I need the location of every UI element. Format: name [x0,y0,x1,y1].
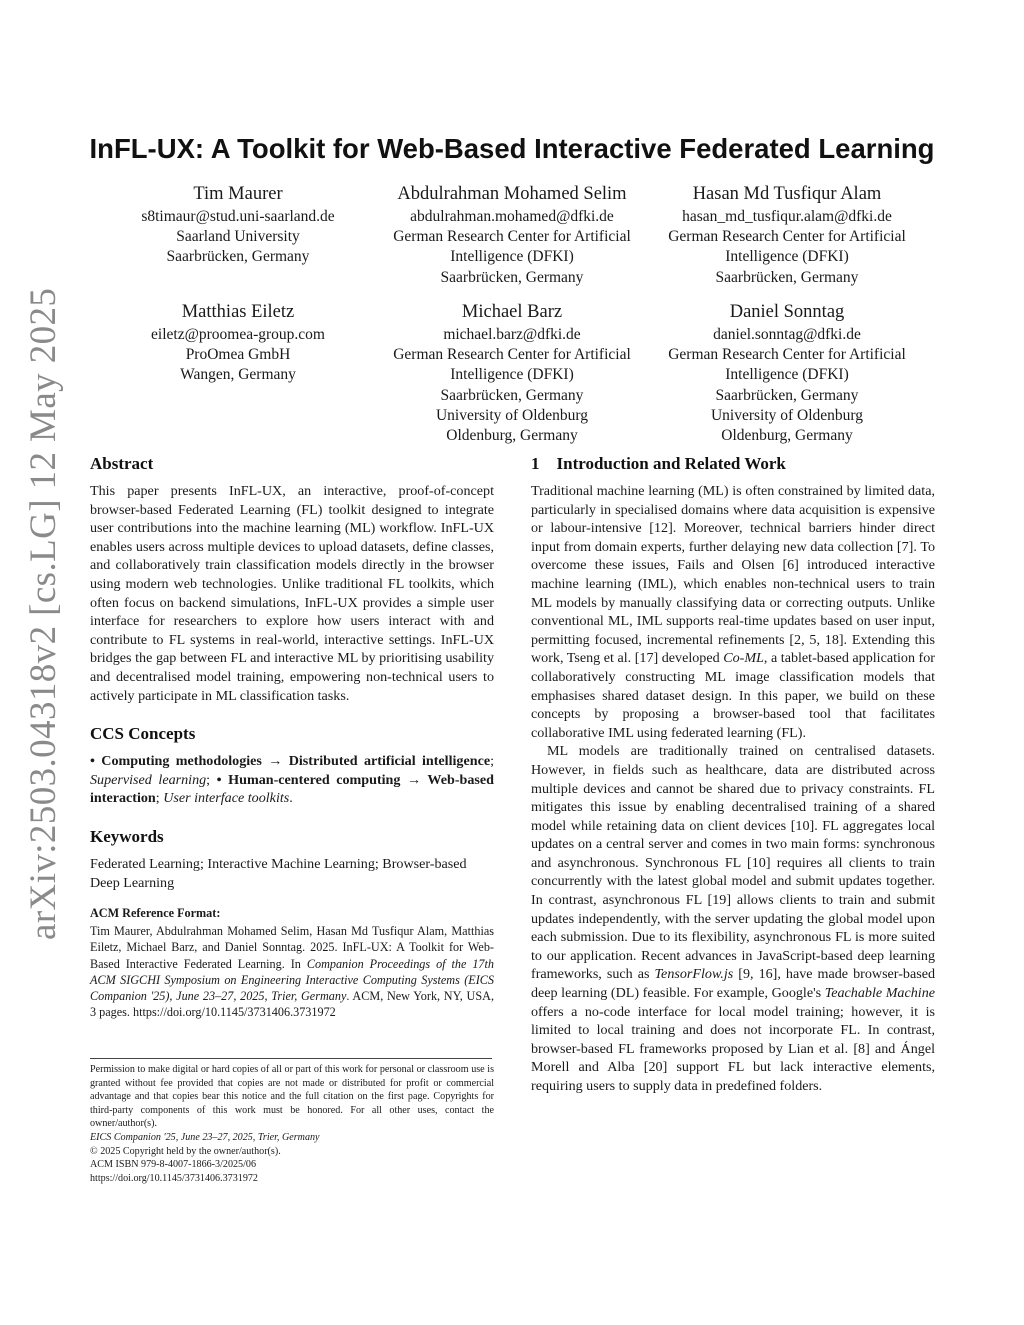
author-email: daniel.sonntag@dfki.de [713,326,861,343]
author-email: s8timaur@stud.uni-saarland.de [141,208,335,225]
ccs-concept: • Human-centered computing → Web-based interaction [90,771,494,807]
acm-reference-heading: ACM Reference Format: [90,906,221,921]
footnote-copyright: © 2025 Copyright held by the owner/author(s). [90,1145,281,1157]
intro-paragraph: Traditional machine learning (ML) is often constrained by limited data, particularly in specialised domains where data acquisition is expensive or labour-intensive [12]. Moreover, technical barriers hinder direct input from domain experts, further delaying new data collection [7]. To overcome these issues, Fails and Olsen [6] introduced interactive machine learning (IML), which enables non-technical users to train ML models by manually classifying data or correcting outputs. Unlike conventional ML, IML supports real-time updates based on user input, permitting focused, incremental refinements [2, 5, 18]. Extending this work, Tseng et al. [17] developed Co-ML, a tablet-based application for collaboratively constructing ML image classification models that emphasises shared dataset design. In this paper, we build on these concepts by proposing a browser-based tool that facilitates collaborative IML using federated learning (FL). [531,483,935,741]
footnote-divider [90,1058,492,1059]
permission-text: Permission to make digital or hard copies of all or part of this work for personal or classroom use is granted without fee provided that copies are not made or distributed for profit or commercial advantage and that copies bear this notice and the full citation on the first page. Copyrights for third-party components of this work must be honored. For all other uses, contact the owner/author(s). [90,1064,494,1130]
intro-paragraph: ML models are traditionally trained on centralised datasets. However, in fields such as healthcare, data are distributed across multiple devices and cannot be shared due to privacy constraints. FL mitigates this issue by enabling decentralised training of a shared model while retaining data on client devices [10]. FL aggregates local updates on a central server and comes in two main forms: synchronous and asynchronous. Synchronous FL [10] requires all clients to train concurrently with the latest global model and submit updates together. In contrast, asynchronous FL [19] allows clients to train and submit updates independently, with the server updating the global model upon each submission. Due to its flexibility, asynchronous FL is more suited to our application. Recent advances in JavaScript-based deep learning frameworks, such as TensorFlow.js [9, 16], have made browser-based deep learning (DL) feasible. For example, Google's Teachable Machine offers a no-code interface for local model training; however, it is limited to local training and does not incorporate FL. In contrast, browser-based FL frameworks proposed by Lian et al. [8] and Ángel Morell and Alba [20] support FL but lack interactive elements, requiring users to supply data in predefined folders. [531,743,936,1094]
section-heading: 1 Introduction and Related Work [531,454,786,473]
author-affiliation: German Research Center for Artificial [393,346,631,364]
author-location: Saarbrücken, Germany [166,248,310,266]
author-affiliation: Intelligence (DFKI) [450,366,574,384]
author-affiliation: German Research Center for Artificial [668,228,906,246]
author-location: Oldenburg, Germany [721,427,853,445]
footnote-doi: https://doi.org/10.1145/3731406.3731972 [90,1172,258,1184]
keywords-heading: Keywords [90,826,164,846]
abstract-text: This paper presents InFL-UX, an interactive, proof-of-concept browser-based Federated Learning (FL) toolkit designed to integrate user contributions into the machine learning (ML) workflow. InFL-UX enables users across multiple devices to upload datasets, define classes, and collaboratively train classification models directly in the browser using modern web technologies. Unlike traditional FL toolkits, which often focus on backend simulations, InFL-UX provides a simple user interface for researchers to explore how users interact with and contribute to FL systems in real-world, interactive settings. InFL-UX bridges the gap between FL and interactive ML by prioritising usability and decentralised model training, empowering non-technical users to actively participate in ML classification tasks. [90,483,494,704]
author-location: Saarbrücken, Germany [440,268,584,286]
author-affiliation: University of Oldenburg [435,406,589,424]
keywords-text: Federated Learning; Interactive Machine Learning; Browser-based Deep Learning [90,855,467,891]
author-name: Matthias Eiletz [181,302,295,322]
author-name: Abdulrahman Mohamed Selim [397,184,627,204]
ccs-heading: CCS Concepts [90,724,196,744]
author-email: eiletz@proomea-group.com [151,326,325,343]
author-affiliation: Intelligence (DFKI) [450,248,574,266]
author-name: Tim Maurer [193,184,283,204]
arxiv-side-label: arXiv:2503.04318v2 [cs.LG] 12 May 2025 [23,287,64,940]
footnote-venue: EICS Companion '25, June 23–27, 2025, Trier, Germany [90,1131,320,1143]
permission-footnote [90,1063,494,1185]
author-block [103,300,373,386]
author-affiliation: Intelligence (DFKI) [725,366,849,384]
ccs-concepts: • Computing methodologies → Distributed artificial intelligence; Supervised learning; • Human-centered computing → Web-based interaction; User interface toolkits. [90,753,494,807]
ccs-concept: User interface toolkits [163,790,290,807]
left-column [90,454,494,1020]
author-name: Michael Barz [461,302,563,322]
ccs-concept: Supervised learning [90,771,207,788]
author-name: Hasan Md Tusfiqur Alam [692,184,882,204]
acm-reference-text: Tim Maurer, Abdulrahman Mohamed Selim, Hasan Md Tusfiqur Alam, Matthias Eiletz, Michael Barz, and Daniel Sonntag. 2025. InFL-UX: A Toolkit for Web-Based Interactive Federated Learning. In Companion Proceedings of the 17th ACM SIGCHI Symposium on Engineering Interactive Computing Systems (EICS Companion '25), June 23–27, 2025, Trier, Germany. ACM, New York, NY, USA, 3 pages. https://doi.org/10.1145/3731406.3731972 [90,924,494,1020]
paper-title: InFL-UX: A Toolkit for Web-Based Interactive Federated Learning [89,133,935,164]
author-block [103,182,373,268]
author-block [377,182,647,288]
author-block [652,182,922,288]
author-location: Oldenburg, Germany [446,427,578,445]
author-block [652,300,922,446]
author-email: abdulrahman.mohamed@dfki.de [410,208,614,225]
author-affiliation: ProOmea GmbH [185,346,291,364]
author-affiliation: German Research Center for Artificial [668,346,906,364]
right-column [531,454,935,1096]
author-affiliation: University of Oldenburg [710,406,864,424]
author-location: Saarbrücken, Germany [715,386,859,404]
author-block [377,300,647,446]
ccs-concept: • Computing methodologies → Distributed artificial intelligence [90,753,491,770]
author-email: hasan_md_tusfiqur.alam@dfki.de [682,208,892,225]
author-affiliation: German Research Center for Artificial [393,228,631,246]
author-location: Saarbrücken, Germany [440,386,584,404]
author-name: Daniel Sonntag [729,302,845,322]
author-affiliation: Intelligence (DFKI) [725,248,849,266]
author-affiliation: Saarland University [176,228,300,246]
footnote-isbn: ACM ISBN 979-8-4007-1866-3/2025/06 [90,1159,256,1171]
author-email: michael.barz@dfki.de [443,326,581,343]
author-location: Saarbrücken, Germany [715,268,859,286]
abstract-heading: Abstract [90,454,154,473]
author-location: Wangen, Germany [180,366,296,384]
